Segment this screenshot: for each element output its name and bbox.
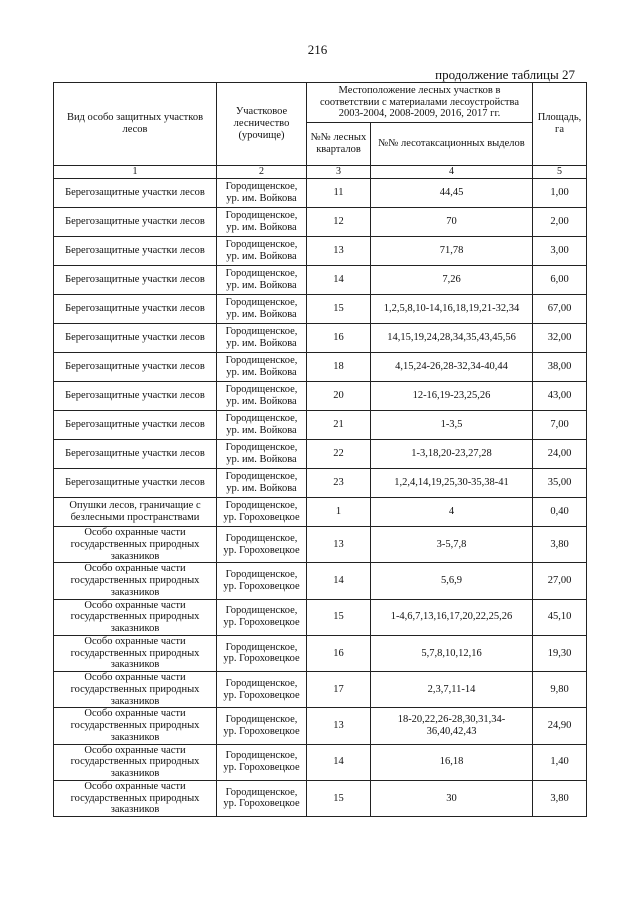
row-forestry: Городищенское, ур. Гороховецкое <box>217 744 307 780</box>
row-type: Особо охранные части государственных природных заказников <box>54 744 217 780</box>
row-forestry: Городищенское, ур. им. Войкова <box>217 237 307 266</box>
row-type: Особо охранные части государственных природных заказников <box>54 527 217 563</box>
row-forestry: Городищенское, ур. им. Войкова <box>217 208 307 237</box>
row-forestry: Городищенское, ур. Гороховецкое <box>217 672 307 708</box>
row-quarter: 1 <box>307 498 371 527</box>
row-quarter: 14 <box>307 266 371 295</box>
row-area: 6,00 <box>533 266 587 295</box>
row-area: 45,10 <box>533 599 587 635</box>
row-forestry: Городищенское, ур. Гороховецкое <box>217 527 307 563</box>
row-type: Особо охранные части государственных природных заказников <box>54 563 217 599</box>
row-allotments: 14,15,19,24,28,34,35,43,45,56 <box>371 324 533 353</box>
row-area: 3,80 <box>533 527 587 563</box>
table-row <box>54 324 587 353</box>
row-forestry: Городищенское, ур. им. Войкова <box>217 382 307 411</box>
row-allotments: 70 <box>371 208 533 237</box>
row-allotments: 44,45 <box>371 179 533 208</box>
row-type: Опушки лесов, граничащие с безлесными пространствами <box>54 498 217 527</box>
row-quarter: 20 <box>307 382 371 411</box>
row-type: Особо охранные части государственных природных заказников <box>54 780 217 816</box>
row-allotments: 1,2,4,14,19,25,30-35,38-41 <box>371 469 533 498</box>
table-row <box>54 237 587 266</box>
table-row <box>54 266 587 295</box>
row-type: Особо охранные части государственных природных заказников <box>54 599 217 635</box>
column-number: 3 <box>307 166 371 179</box>
page-number: 216 <box>307 42 328 57</box>
header-forestry: Участковое лесничество (урочище) <box>217 83 307 166</box>
table-row <box>54 635 587 671</box>
row-area: 24,00 <box>533 440 587 469</box>
row-area: 43,00 <box>533 382 587 411</box>
row-area: 0,40 <box>533 498 587 527</box>
row-area: 19,30 <box>533 635 587 671</box>
row-quarter: 13 <box>307 237 371 266</box>
row-allotments: 7,26 <box>371 266 533 295</box>
row-type: Берегозащитные участки лесов <box>54 353 217 382</box>
row-area: 2,00 <box>533 208 587 237</box>
row-area: 35,00 <box>533 469 587 498</box>
row-forestry: Городищенское, ур. им. Войкова <box>217 469 307 498</box>
table-row <box>54 208 587 237</box>
table-row <box>54 563 587 599</box>
row-allotments: 5,6,9 <box>371 563 533 599</box>
table-row <box>54 672 587 708</box>
row-type: Особо охранные части государственных природных заказников <box>54 708 217 744</box>
row-area: 67,00 <box>533 295 587 324</box>
row-forestry: Городищенское, ур. им. Войкова <box>217 411 307 440</box>
header-area: Площадь, га <box>533 83 587 166</box>
row-allotments: 4 <box>371 498 533 527</box>
row-quarter: 18 <box>307 353 371 382</box>
row-allotments: 2,3,7,11-14 <box>371 672 533 708</box>
row-allotments: 16,18 <box>371 744 533 780</box>
row-type: Берегозащитные участки лесов <box>54 266 217 295</box>
row-forestry: Городищенское, ур. им. Войкова <box>217 266 307 295</box>
row-quarter: 15 <box>307 780 371 816</box>
header-location: Местоположение лесных участков в соответствии с материалами лесоустройства 2003-2004, 2008-2009, 2016, 2017 гг. <box>307 83 533 123</box>
row-area: 1,40 <box>533 744 587 780</box>
table-row <box>54 780 587 816</box>
row-quarter: 15 <box>307 599 371 635</box>
row-type: Берегозащитные участки лесов <box>54 469 217 498</box>
row-forestry: Городищенское, ур. им. Войкова <box>217 353 307 382</box>
row-quarter: 23 <box>307 469 371 498</box>
row-forestry: Городищенское, ур. Гороховецкое <box>217 635 307 671</box>
row-quarter: 16 <box>307 635 371 671</box>
row-quarter: 17 <box>307 672 371 708</box>
row-area: 24,90 <box>533 708 587 744</box>
row-area: 27,00 <box>533 563 587 599</box>
row-type: Особо охранные части государственных природных заказников <box>54 635 217 671</box>
table-row <box>54 353 587 382</box>
row-quarter: 15 <box>307 295 371 324</box>
table-row <box>54 411 587 440</box>
table-continuation-label: продолжение таблицы 27 <box>435 67 575 82</box>
header-allotments: №№ лесотаксационных выделов <box>371 123 533 166</box>
table-row <box>54 295 587 324</box>
table-row <box>54 708 587 744</box>
row-area: 1,00 <box>533 179 587 208</box>
row-forestry: Городищенское, ур. им. Войкова <box>217 440 307 469</box>
row-type: Берегозащитные участки лесов <box>54 179 217 208</box>
table-row <box>54 599 587 635</box>
row-type: Берегозащитные участки лесов <box>54 411 217 440</box>
row-type: Берегозащитные участки лесов <box>54 382 217 411</box>
row-type: Берегозащитные участки лесов <box>54 208 217 237</box>
row-area: 3,00 <box>533 237 587 266</box>
column-number: 4 <box>371 166 533 179</box>
row-quarter: 13 <box>307 527 371 563</box>
row-forestry: Городищенское, ур. Гороховецкое <box>217 708 307 744</box>
row-forestry: Городищенское, ур. Гороховецкое <box>217 780 307 816</box>
row-quarter: 11 <box>307 179 371 208</box>
table-row <box>54 469 587 498</box>
table-row <box>54 744 587 780</box>
row-type: Особо охранные части государственных природных заказников <box>54 672 217 708</box>
table-row <box>54 498 587 527</box>
row-allotments: 1-3,5 <box>371 411 533 440</box>
row-quarter: 14 <box>307 563 371 599</box>
row-allotments: 3-5,7,8 <box>371 527 533 563</box>
row-allotments: 5,7,8,10,12,16 <box>371 635 533 671</box>
table-row <box>54 527 587 563</box>
protected-forest-areas-table <box>53 82 587 817</box>
row-forestry: Городищенское, ур. им. Войкова <box>217 324 307 353</box>
row-allotments: 1-4,6,7,13,16,17,20,22,25,26 <box>371 599 533 635</box>
table-row <box>54 440 587 469</box>
row-area: 9,80 <box>533 672 587 708</box>
row-allotments: 18-20,22,26-28,30,31,34-36,40,42,43 <box>371 708 533 744</box>
header-type: Вид особо защитных участков лесов <box>54 83 217 166</box>
column-number: 5 <box>533 166 587 179</box>
row-type: Берегозащитные участки лесов <box>54 295 217 324</box>
row-forestry: Городищенское, ур. Гороховецкое <box>217 599 307 635</box>
table-row <box>54 382 587 411</box>
row-type: Берегозащитные участки лесов <box>54 440 217 469</box>
row-quarter: 21 <box>307 411 371 440</box>
row-allotments: 30 <box>371 780 533 816</box>
row-type: Берегозащитные участки лесов <box>54 237 217 266</box>
column-number: 1 <box>54 166 217 179</box>
row-allotments: 12-16,19-23,25,26 <box>371 382 533 411</box>
row-forestry: Городищенское, ур. им. Войкова <box>217 295 307 324</box>
row-quarter: 12 <box>307 208 371 237</box>
row-quarter: 16 <box>307 324 371 353</box>
row-forestry: Городищенское, ур. Гороховецкое <box>217 498 307 527</box>
row-allotments: 1-3,18,20-23,27,28 <box>371 440 533 469</box>
row-allotments: 4,15,24-26,28-32,34-40,44 <box>371 353 533 382</box>
column-number: 2 <box>217 166 307 179</box>
table-row <box>54 179 587 208</box>
header-quarters: №№ лесных кварталов <box>307 123 371 166</box>
row-allotments: 1,2,5,8,10-14,16,18,19,21-32,34 <box>371 295 533 324</box>
row-quarter: 14 <box>307 744 371 780</box>
row-area: 3,80 <box>533 780 587 816</box>
row-quarter: 13 <box>307 708 371 744</box>
row-quarter: 22 <box>307 440 371 469</box>
row-allotments: 71,78 <box>371 237 533 266</box>
row-type: Берегозащитные участки лесов <box>54 324 217 353</box>
row-area: 7,00 <box>533 411 587 440</box>
row-area: 38,00 <box>533 353 587 382</box>
row-forestry: Городищенское, ур. им. Войкова <box>217 179 307 208</box>
row-forestry: Городищенское, ур. Гороховецкое <box>217 563 307 599</box>
row-area: 32,00 <box>533 324 587 353</box>
